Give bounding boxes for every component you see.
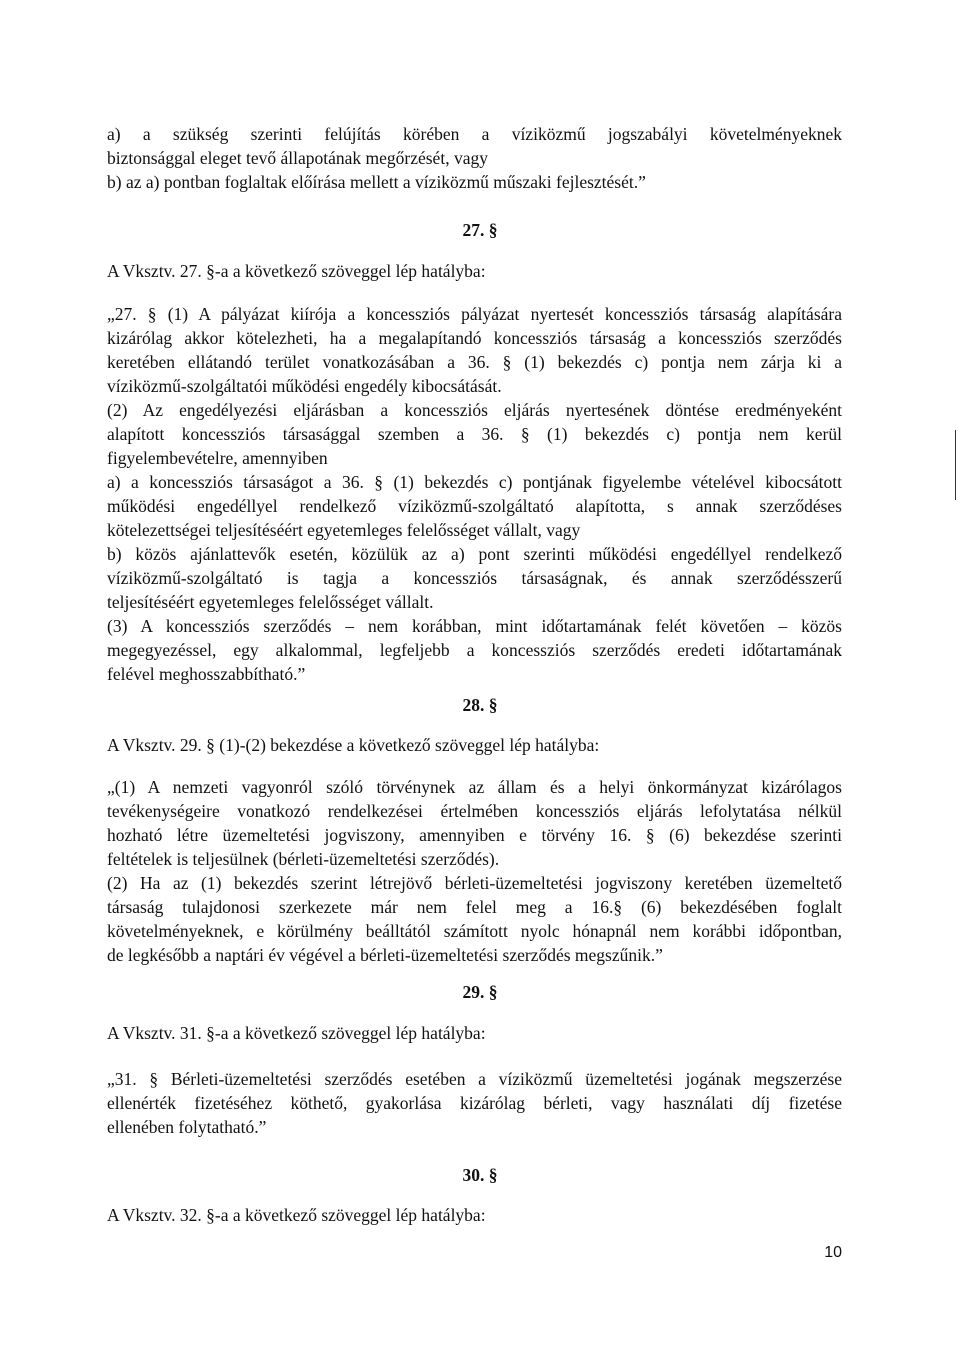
text-line: A Vksztv. 32. §-a a következő szöveggel lép hatályba: [107, 1205, 486, 1225]
text-line: biztonsággal eleget tevő állapotának megőrzését, vagy [107, 148, 488, 168]
text-line: (2) Az engedélyezési eljárásban a koncessziós eljárás nyertesének döntése eredményeként [107, 400, 842, 420]
text-line: „(1) A nemzeti vagyonról szóló törvénynek az állam és a helyi önkormányzat kizárólagos [107, 777, 842, 797]
text-line: A Vksztv. 27. §-a a következő szöveggel lép hatályba: [107, 261, 486, 281]
text-line: követelményeknek, e körülmény beálltától számított nyolc hónapnál nem korábbi időpontban, [107, 921, 842, 941]
text-line: működési engedéllyel rendelkező víziközmű-szolgáltató alapította, s annak szerződéses [107, 496, 842, 516]
text-line: víziközmű-szolgáltató is tagja a koncessziós társaságnak, és annak szerződésszerű [107, 568, 842, 588]
text-line: (2) Ha az (1) bekezdés szerint létrejövő bérleti-üzemeltetési jogviszony keretében üzemeltető [107, 873, 842, 893]
text-line: A Vksztv. 31. §-a a következő szöveggel lép hatályba: [107, 1023, 486, 1043]
text-line: kötelezettségei teljesítéséért egyetemleges felelősséget vállalt, vagy [107, 520, 581, 540]
text-line: b) közös ajánlattevők esetén, közülük az a) pont szerinti működési engedéllyel rendelkező [107, 544, 842, 564]
text-line: teljesítéséért egyetemleges felelősséget vállalt. [107, 592, 434, 612]
text-line: keretében ellátandó terület vonatkozásában a 36. § (1) bekezdés c) pontja nem zárja ki a [107, 352, 842, 372]
text-line: társaság tulajdonosi szerkezete már nem felel meg a 16.§ (6) bekezdésében foglalt [107, 897, 842, 917]
text-line: A Vksztv. 29. § (1)-(2) bekezdése a következő szöveggel lép hatályba: [107, 735, 600, 755]
section-heading-29: 29. § [462, 982, 498, 1002]
text-line: „31. § Bérleti-üzemeltetési szerződés esetében a víziközmű üzemeltetési jogának megszerzése [107, 1069, 842, 1089]
text-line: b) az a) pontban foglaltak előírása mellett a víziközmű műszaki fejlesztését.” [107, 172, 646, 192]
text-line: tevékenységeire vonatkozó rendelkezései értelmében koncessziós eljárás lefolytatása nélkül [107, 801, 842, 821]
section-heading-27: 27. § [462, 220, 498, 240]
text-line: ellenérték fizetéséhez köthető, gyakorlása kizárólag bérleti, vagy használati díj fizetése [107, 1093, 842, 1113]
section-heading-28: 28. § [462, 695, 498, 715]
text-line: hozható létre üzemeltetési jogviszony, amennyiben e törvény 16. § (6) bekezdése szerinti [107, 825, 842, 845]
text-line: ellenében folytatható.” [107, 1117, 267, 1137]
text-line: megegyezéssel, egy alkalommal, legfeljebb a koncessziós szerződés eredeti időtartamának [107, 640, 842, 660]
text-line: felével meghosszabbítható.” [107, 664, 306, 684]
text-line: kizárólag akkor kötelezheti, ha a megalapítandó koncessziós társaság a koncessziós szerződés [107, 328, 842, 348]
text-line: figyelembevételre, amennyiben [107, 448, 328, 468]
text-line: (3) A koncessziós szerződés – nem korábban, mint időtartamának felét követően – közös [107, 616, 842, 636]
section-heading-30: 30. § [462, 1165, 498, 1185]
text-line: a) a koncessziós társaságot a 36. § (1) bekezdés c) pontjának figyelembe vételével kibocsátott [107, 472, 842, 492]
text-line: „27. § (1) A pályázat kiírója a koncessziós pályázat nyertesét koncessziós társaság alapítására [107, 304, 842, 324]
text-line: a) a szükség szerinti felújítás körében a víziközmű jogszabályi követelményeknek [107, 124, 842, 144]
text-line: alapított koncessziós társasággal szemben a 36. § (1) bekezdés c) pontja nem kerül [107, 424, 842, 444]
page-number: 10 [824, 1244, 842, 1261]
margin-line [955, 430, 956, 500]
text-line: feltételek is teljesülnek (bérleti-üzemeltetési szerződés). [107, 849, 500, 869]
text-line: de legkésőbb a naptári év végével a bérleti-üzemeltetési szerződés megszűnik.” [107, 945, 663, 965]
text-line: víziközmű-szolgáltatói működési engedély kibocsátását. [107, 376, 502, 396]
